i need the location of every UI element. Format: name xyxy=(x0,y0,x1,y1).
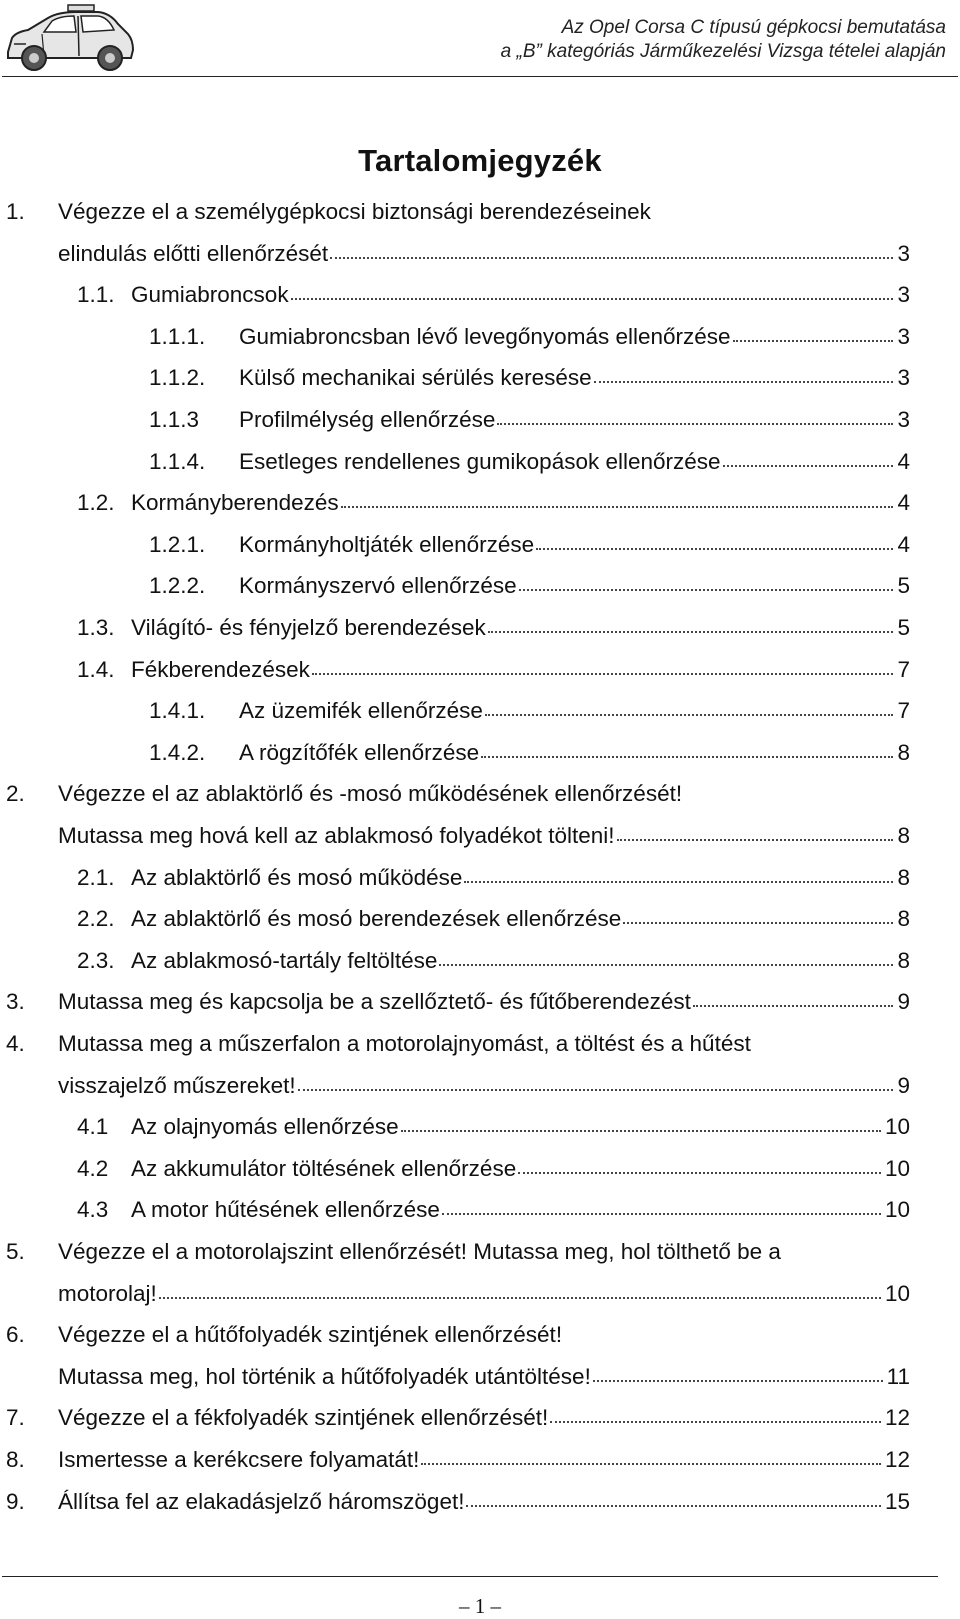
toc-entry-page: 4 xyxy=(897,531,910,557)
toc-entry[interactable] xyxy=(6,1230,910,1273)
toc-dot-leader xyxy=(312,673,894,675)
toc-entry[interactable] xyxy=(149,523,910,566)
toc-entry-page: 7 xyxy=(897,656,910,682)
toc-entry-page: 11 xyxy=(886,1363,910,1389)
toc-entry-title: A motor hűtésének ellenőrzése xyxy=(131,1197,440,1223)
toc-dot-leader xyxy=(464,881,893,883)
car-logo-icon xyxy=(2,2,136,74)
toc-entry[interactable] xyxy=(149,315,910,358)
toc-dot-leader xyxy=(550,1421,881,1423)
toc-entry-page: 3 xyxy=(897,282,910,308)
toc-entry[interactable] xyxy=(77,1105,910,1148)
toc-dot-leader xyxy=(485,714,894,716)
toc-entry-number: 2.3. xyxy=(77,947,115,973)
toc-entry-number: 1.1.1. xyxy=(149,323,206,349)
toc-entry-number: 1.4.1. xyxy=(149,698,206,724)
toc-entry[interactable] xyxy=(6,980,910,1023)
toc-entry[interactable] xyxy=(6,1438,910,1481)
toc-entry-number: 1.1.4. xyxy=(149,448,206,474)
toc-dot-leader xyxy=(488,631,894,633)
toc-entry-number: 1.1.3 xyxy=(149,407,200,432)
toc-dot-leader xyxy=(617,839,894,841)
toc-entry[interactable] xyxy=(6,1313,910,1356)
toc-entry-number: 1.2.2. xyxy=(149,573,206,599)
toc-entry-page: 4 xyxy=(897,490,910,516)
toc-entry[interactable] xyxy=(77,606,910,649)
toc-entry-number: 2. xyxy=(6,781,25,807)
toc-entry[interactable] xyxy=(77,939,910,982)
toc-entry[interactable] xyxy=(58,1355,910,1398)
toc-entry-title: Mutassa meg hová kell az ablakmosó folyadékot tölteni! xyxy=(58,823,615,848)
toc-dot-leader xyxy=(439,964,893,966)
toc-entry-title: visszajelző műszereket! xyxy=(58,1072,296,1098)
header-line-1: Az Opel Corsa C típusú gépkocsi bemutatása xyxy=(561,17,946,38)
toc-entry-title: Végezze el a hűtőfolyadék szintjének ellenőrzését! xyxy=(58,1322,563,1348)
toc-entry[interactable] xyxy=(58,814,910,857)
toc-entry[interactable] xyxy=(6,190,910,233)
toc-entry-title: Végezze el a személygépkocsi biztonsági berendezéseinek xyxy=(58,199,651,224)
toc-entry-title: Gumiabroncsok xyxy=(131,282,289,308)
toc-entry-title: Esetleges rendellenes gumikopások ellenőrzése xyxy=(239,448,721,474)
toc-dot-leader xyxy=(341,506,894,508)
toc-entry-number: 3. xyxy=(6,989,25,1015)
toc-entry-title: Az ablakmosó-tartály feltöltése xyxy=(131,947,438,973)
toc-entry-number: 4. xyxy=(6,1031,25,1056)
toc-dot-leader xyxy=(497,423,893,425)
toc-entry[interactable] xyxy=(77,273,910,316)
toc-entry-title: Ismertesse a kerékcsere folyamatát! xyxy=(58,1447,420,1472)
toc-entry[interactable] xyxy=(77,897,910,940)
toc-entry-number: 1.1. xyxy=(77,282,115,308)
toc-entry-page: 9 xyxy=(897,1072,910,1098)
footer-rule xyxy=(2,1576,938,1577)
toc-entry[interactable] xyxy=(58,232,910,275)
toc-entry-page: 12 xyxy=(884,1405,910,1431)
toc-entry-number: 6. xyxy=(6,1322,25,1348)
toc-entry-page: 8 xyxy=(897,739,910,765)
toc-entry[interactable] xyxy=(6,1480,910,1523)
toc-entry-title: motorolaj! xyxy=(58,1280,157,1306)
toc-entry[interactable] xyxy=(77,856,910,899)
toc-entry-title: Fékberendezések xyxy=(131,656,310,682)
toc-entry-title: Állítsa fel az elakadásjelző háromszöget! xyxy=(58,1488,465,1514)
toc-entry[interactable] xyxy=(77,481,910,524)
toc-dot-leader xyxy=(519,589,894,591)
toc-entry[interactable] xyxy=(58,1272,910,1315)
toc-entry[interactable] xyxy=(149,356,910,399)
toc-dot-leader xyxy=(536,548,893,550)
toc-dot-leader xyxy=(442,1213,881,1215)
toc-entry-page: 9 xyxy=(897,989,910,1015)
toc-entry-title: Profilmélység ellenőrzése xyxy=(239,407,496,432)
toc-entry-number: 1.4.2. xyxy=(149,739,206,765)
toc-entry-page: 12 xyxy=(884,1447,910,1472)
header-rule xyxy=(2,76,958,77)
toc-entry-page: 7 xyxy=(897,698,910,724)
toc-entry-number: 4.3 xyxy=(77,1197,109,1223)
toc-entry-page: 3 xyxy=(897,365,910,391)
toc-entry-title: A rögzítőfék ellenőrzése xyxy=(239,739,480,765)
toc-entry-page: 10 xyxy=(884,1280,910,1306)
toc-entry[interactable] xyxy=(58,1064,910,1107)
toc-dot-leader xyxy=(159,1297,881,1299)
toc-entry-page: 3 xyxy=(897,407,910,432)
toc-entry-page: 10 xyxy=(884,1197,910,1223)
toc-dot-leader xyxy=(723,465,894,467)
toc-entry-page: 8 xyxy=(897,947,910,973)
toc-dot-leader xyxy=(291,298,894,300)
toc-entry-title: Gumiabroncsban lévő levegőnyomás ellenőrzése xyxy=(239,323,731,349)
toc-entry[interactable] xyxy=(6,1022,910,1065)
toc-dot-leader xyxy=(733,340,894,342)
toc-entry-number: 4.2 xyxy=(77,1155,109,1181)
toc-entry-number: 1.1.2. xyxy=(149,365,206,391)
toc-entry-page: 10 xyxy=(884,1155,910,1181)
toc-entry-title: Mutassa meg és kapcsolja be a szellőztető- és fűtőberendezést xyxy=(58,989,691,1015)
toc-entry-title: Kormányberendezés xyxy=(131,490,339,516)
toc-entry-page: 5 xyxy=(897,615,910,640)
page-title: Tartalomjegyzék xyxy=(358,143,602,178)
toc-entry-title: Kormányholtjáték ellenőrzése xyxy=(239,531,535,557)
toc-entry-title: elindulás előtti ellenőrzését xyxy=(58,240,329,266)
toc-entry-number: 5. xyxy=(6,1239,25,1264)
toc-entry-number: 8. xyxy=(6,1447,25,1472)
page-number: – 1 – xyxy=(459,1594,501,1618)
toc-entry-page: 15 xyxy=(884,1488,910,1514)
toc-entry-number: 1. xyxy=(6,199,25,224)
toc-dot-leader xyxy=(594,381,894,383)
toc-entry-number: 1.4. xyxy=(77,656,115,682)
toc-entry-title: Az olajnyomás ellenőrzése xyxy=(131,1114,399,1140)
toc-entry[interactable] xyxy=(77,1147,910,1190)
toc-entry-number: 2.2. xyxy=(77,906,115,932)
toc-dot-leader xyxy=(481,756,893,758)
toc-entry[interactable] xyxy=(6,772,910,815)
toc-entry-title: Mutassa meg a műszerfalon a motorolajnyomást, a töltést és a hűtést xyxy=(58,1031,751,1056)
toc-entry-page: 10 xyxy=(884,1114,910,1140)
toc-entry[interactable] xyxy=(149,440,910,483)
toc-entry-title: Az ablaktörlő és mosó berendezések ellenőrzése xyxy=(131,906,622,932)
toc-entry-title: Külső mechanikai sérülés keresése xyxy=(239,365,592,391)
toc-entry-title: Az ablaktörlő és mosó működése xyxy=(131,864,463,890)
toc-entry-title: Kormányszervó ellenőrzése xyxy=(239,573,517,599)
page-header xyxy=(0,0,960,78)
toc-entry-number: 2.1. xyxy=(77,864,115,890)
toc-entry-page: 3 xyxy=(897,240,910,266)
toc-dot-leader xyxy=(401,1130,881,1132)
toc-dot-leader xyxy=(518,1172,881,1174)
toc-entry[interactable] xyxy=(149,564,910,607)
toc-entry[interactable] xyxy=(77,648,910,691)
header-title xyxy=(501,16,946,64)
toc-dot-leader xyxy=(466,1505,881,1507)
toc-entry-page: 8 xyxy=(897,823,910,848)
toc-entry-title: Az üzemifék ellenőrzése xyxy=(239,698,483,724)
toc-dot-leader xyxy=(693,1005,894,1007)
toc-entry-page: 5 xyxy=(897,573,910,599)
header-line-2: a „B” kategóriás Járműkezelési Vizsga tételei alapján xyxy=(500,41,946,62)
toc-entry[interactable] xyxy=(77,1188,910,1231)
toc-entry-title: Végezze el a fékfolyadék szintjének ellenőrzését! xyxy=(58,1405,549,1431)
toc-entry-number: 1.2. xyxy=(77,490,115,516)
toc-entry-title: Mutassa meg, hol történik a hűtőfolyadék utántöltése! xyxy=(58,1363,591,1389)
toc-dot-leader xyxy=(421,1463,881,1465)
toc-entry-title: Világító- és fényjelző berendezések xyxy=(131,615,486,640)
toc-dot-leader xyxy=(593,1380,883,1382)
toc-entry-title: Végezze el a motorolajszint ellenőrzését! Mutassa meg, hol tölthető be a xyxy=(58,1239,781,1264)
toc-entry[interactable] xyxy=(149,731,910,774)
toc-entry[interactable] xyxy=(6,1396,910,1439)
toc-entry-title: Végezze el az ablaktörlő és -mosó működésének ellenőrzését! xyxy=(58,781,683,807)
toc-entry-page: 8 xyxy=(897,906,910,932)
toc-dot-leader xyxy=(298,1089,894,1091)
toc-entry-number: 7. xyxy=(6,1405,25,1431)
toc-entry-number: 9. xyxy=(6,1488,25,1514)
toc-entry-page: 8 xyxy=(897,864,910,890)
toc-entry-number: 4.1 xyxy=(77,1114,109,1140)
toc-entry-page: 3 xyxy=(897,323,910,349)
toc-entry[interactable] xyxy=(149,398,910,441)
toc-dot-leader xyxy=(330,257,893,259)
toc-entry-number: 1.3. xyxy=(77,615,115,640)
toc-entry-title: Az akkumulátor töltésének ellenőrzése xyxy=(131,1155,517,1181)
toc-entry[interactable] xyxy=(149,689,910,732)
toc-entry-page: 4 xyxy=(897,448,910,474)
toc-dot-leader xyxy=(623,922,893,924)
toc-entry-number: 1.2.1. xyxy=(149,531,206,557)
